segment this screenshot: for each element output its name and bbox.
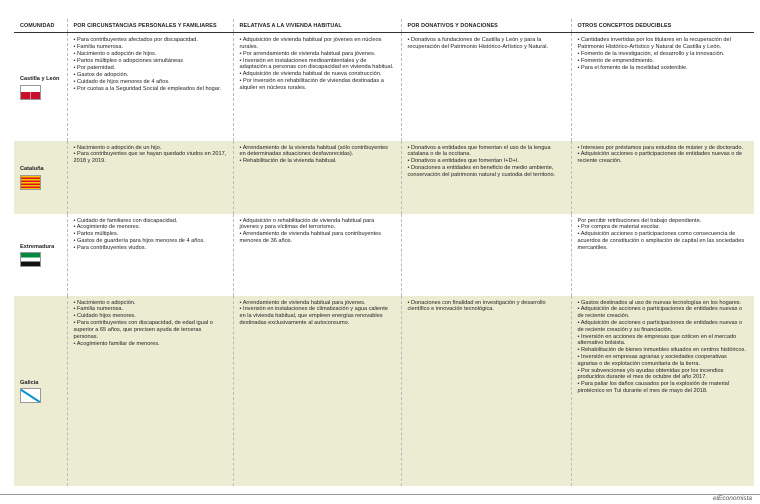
list-item: • Donaciones a entidades en beneficio de medio ambiente, conservación del patrimonio natural y custodia del territorio.: [407, 165, 556, 178]
list-item: • Para contribuyentes con discapacidad, de edad igual o superior a 65 años, que precisen ayuda de terceras personas.: [73, 320, 213, 340]
flag-castilla-y-leon-icon: [20, 85, 41, 100]
list-item: • Rehabilitación de la vivienda habitual.: [239, 158, 337, 165]
list-item: • Cantidades invertidas por los titulares en la recuperación del Patrimonio Histórico-Artístico y Natural de Castilla y León.: [577, 37, 731, 50]
flag-galicia-icon: [20, 388, 41, 403]
list-item: Por percibir retribuciones del trabajo dependiente.: [577, 217, 702, 224]
list-item: • Para paliar los daños causados por la explosión de material pirotécnico en Tui durante el mes de mayo del 2018.: [577, 381, 730, 394]
community-name: Cataluña: [20, 166, 44, 173]
list-item: • Adquisición de acciones o participaciones de entidades nuevas o de reciente creación y su financiación.: [577, 320, 743, 333]
list-item: • Familia numerosa.: [73, 43, 124, 50]
list-item: • Para el fomento de la movilidad sostenible.: [577, 64, 688, 71]
donativos-cell: [401, 33, 571, 141]
list-item: • Cuidado de hijos menores de 4 años.: [73, 78, 170, 85]
header-comunidad: COMUNIDAD: [14, 19, 67, 33]
community-cell: [14, 296, 67, 486]
list-item: • Donativos a entidades que fomentan I+D+I.: [407, 158, 519, 165]
list-item: • Por subvenciones y/o ayudas obtenidas por los incendios producidos durante el mes de octubre del año 2017.: [577, 367, 724, 381]
list-item: • Nacimiento o adopción de hijos.: [73, 50, 157, 57]
list-item: • Por arrendamiento de vivienda habitual para jóvenes.: [239, 50, 376, 57]
community-name: Castilla y León: [20, 75, 60, 82]
community-name: Extremadura: [20, 243, 55, 250]
table-row: [14, 296, 754, 486]
otros-cell: [571, 141, 754, 214]
otros-cell: [571, 214, 754, 296]
list-item: • Por cuotas a la Seguridad Social de empleados del hogar.: [73, 85, 221, 92]
list-item: • Nacimiento o adopción de un hijo.: [73, 144, 162, 151]
list-item: • Adquisición de vivienda habitual de nueva construcción.: [239, 71, 382, 78]
header-donativos: POR DONATIVOS Y DONACIONES: [401, 19, 571, 33]
donativos-cell: [401, 214, 571, 296]
personales-cell: [67, 33, 233, 141]
list-item: • Inversión en acciones de empresas que coticen en el mercado alternativo bolsista.: [577, 333, 737, 347]
list-item: • Inversión en instalaciones medioambientales y de adaptación a personas con discapacidad en vivienda habitual.: [239, 57, 394, 71]
header-vivienda: RELATIVAS A LA VIVIENDA HABITUAL: [233, 19, 401, 33]
otros-cell: [571, 33, 754, 141]
list-item: • Partos múltiples o adopciones simultáneas: [73, 57, 184, 64]
list-item: • Fomento de la investigación, el desarrollo y la innovación.: [577, 50, 725, 57]
table-row: [14, 33, 754, 141]
list-item: • Inversión en instalaciones de climatización y agua caliente en la vivienda habitual, que empleen energías renovables destinadas exclusivamente al autoconsumo.: [239, 306, 388, 326]
vivienda-cell: [233, 214, 401, 296]
list-item: • Fomento de emprendimiento.: [577, 57, 655, 64]
list-item: • Gastos de guardería para hijos menores de 4 años.: [73, 238, 205, 245]
header-row: [14, 19, 754, 33]
list-item: • Arrendamiento de la vivienda habitual (sólo contribuyentes en determinadas situaciones desfavorecidas).: [239, 144, 388, 158]
list-item: • Familia numerosa.: [73, 306, 124, 313]
list-item: • Arrendamiento de vivienda habitual para contribuyentes menores de 36 años.: [239, 231, 382, 244]
list-item: • Por compra de material escolar.: [577, 224, 660, 231]
list-item: • Partos múltiples.: [73, 231, 119, 238]
community-cell: [14, 141, 67, 214]
community-name: Galicia: [20, 379, 39, 386]
list-item: • Cuidado hijos menores.: [73, 313, 136, 320]
otros-cell: [571, 296, 754, 486]
list-item: • Nacimiento o adopción.: [73, 299, 136, 306]
personales-cell: [67, 296, 233, 486]
list-item: • Adquisición o rehabilitación de vivienda habitual para jóvenes y para víctimas del terrorismo.: [239, 217, 375, 231]
list-item: • Acogimiento de menores.: [73, 224, 141, 231]
table-row: [14, 141, 754, 214]
list-item: • Adquisición acciones o participaciones como consecuencia de acuerdos de constitución o ampliación de capital en las sociedades mercantiles.: [577, 231, 745, 251]
list-item: • Rehabilitación de bienes inmuebles situados en centros históricos.: [577, 347, 746, 354]
donativos-cell: [401, 296, 571, 486]
list-item: • Para contribuyentes viudos.: [73, 245, 147, 252]
list-item: • Por paternidad.: [73, 64, 116, 71]
donativos-cell: [401, 141, 571, 214]
table-row: [14, 214, 754, 296]
community-cell: [14, 214, 67, 296]
list-item: • Para contribuyentes afectados por discapacidad.: [73, 37, 198, 43]
personales-cell: [67, 141, 233, 214]
list-item: • Intereses por préstamos para estudios de máster y de doctorado.: [577, 144, 744, 151]
header-personales: POR CIRCUNSTANCIAS PERSONALES Y FAMILIARES: [67, 19, 233, 33]
list-item: • Adquisición acciones o participaciones de entidades nuevas o de reciente creación.: [577, 151, 743, 165]
flag-cataluna-icon: [20, 175, 41, 190]
brand-logo: elEconomista: [712, 495, 752, 502]
personales-cell: [67, 214, 233, 296]
community-cell: [14, 33, 67, 141]
bottom-rule: [0, 494, 760, 495]
flag-extremadura-icon: [20, 252, 41, 267]
list-item: • Gastos destinados al uso de nuevas tecnologías en los hogares.: [577, 299, 742, 306]
list-item: • Para contribuyentes que se hayan quedado viudos en 2017, 2018 y 2019.: [73, 151, 227, 165]
list-item: • Donativos a entidades que fomentan el uso de la lengua catalana o de la occitana.: [407, 144, 551, 158]
vivienda-cell: [233, 141, 401, 214]
list-item: • Por inversión en rehabilitación de viviendas destinadas a alquiler en núcleos rurales.: [239, 78, 384, 91]
list-item: • Gastos de adopción.: [73, 71, 129, 78]
list-item: • Adquisición de vivienda habitual por jóvenes en núcleos rurales.: [239, 37, 382, 50]
list-item: • Inversión en empresas agrarias y sociedades cooperativas agrarias o de explotación comunitaria de la tierra.: [577, 354, 727, 367]
header-otros: OTROS CONCEPTOS DEDUCIBLES: [571, 19, 754, 33]
list-item: • Donaciones con finalidad en investigación y desarrollo científico e innovación tecnológica.: [407, 299, 546, 313]
vivienda-cell: [233, 296, 401, 486]
list-item: • Cuidado de familiares con discapacidad.: [73, 217, 178, 224]
list-item: • Donativos a fundaciones de Castilla y León y para la recuperación del Patrimonio Histórico-Artístico y Natural.: [407, 37, 549, 50]
vivienda-cell: [233, 33, 401, 141]
list-item: • Arrendamiento de vivienda habitual para jóvenes.: [239, 299, 366, 306]
list-item: • Adquisición de acciones o participaciones de entidades nuevas o de reciente creación.: [577, 306, 743, 320]
deductions-table: [14, 19, 754, 486]
list-item: • Acogimiento familiar de menores.: [73, 340, 160, 347]
